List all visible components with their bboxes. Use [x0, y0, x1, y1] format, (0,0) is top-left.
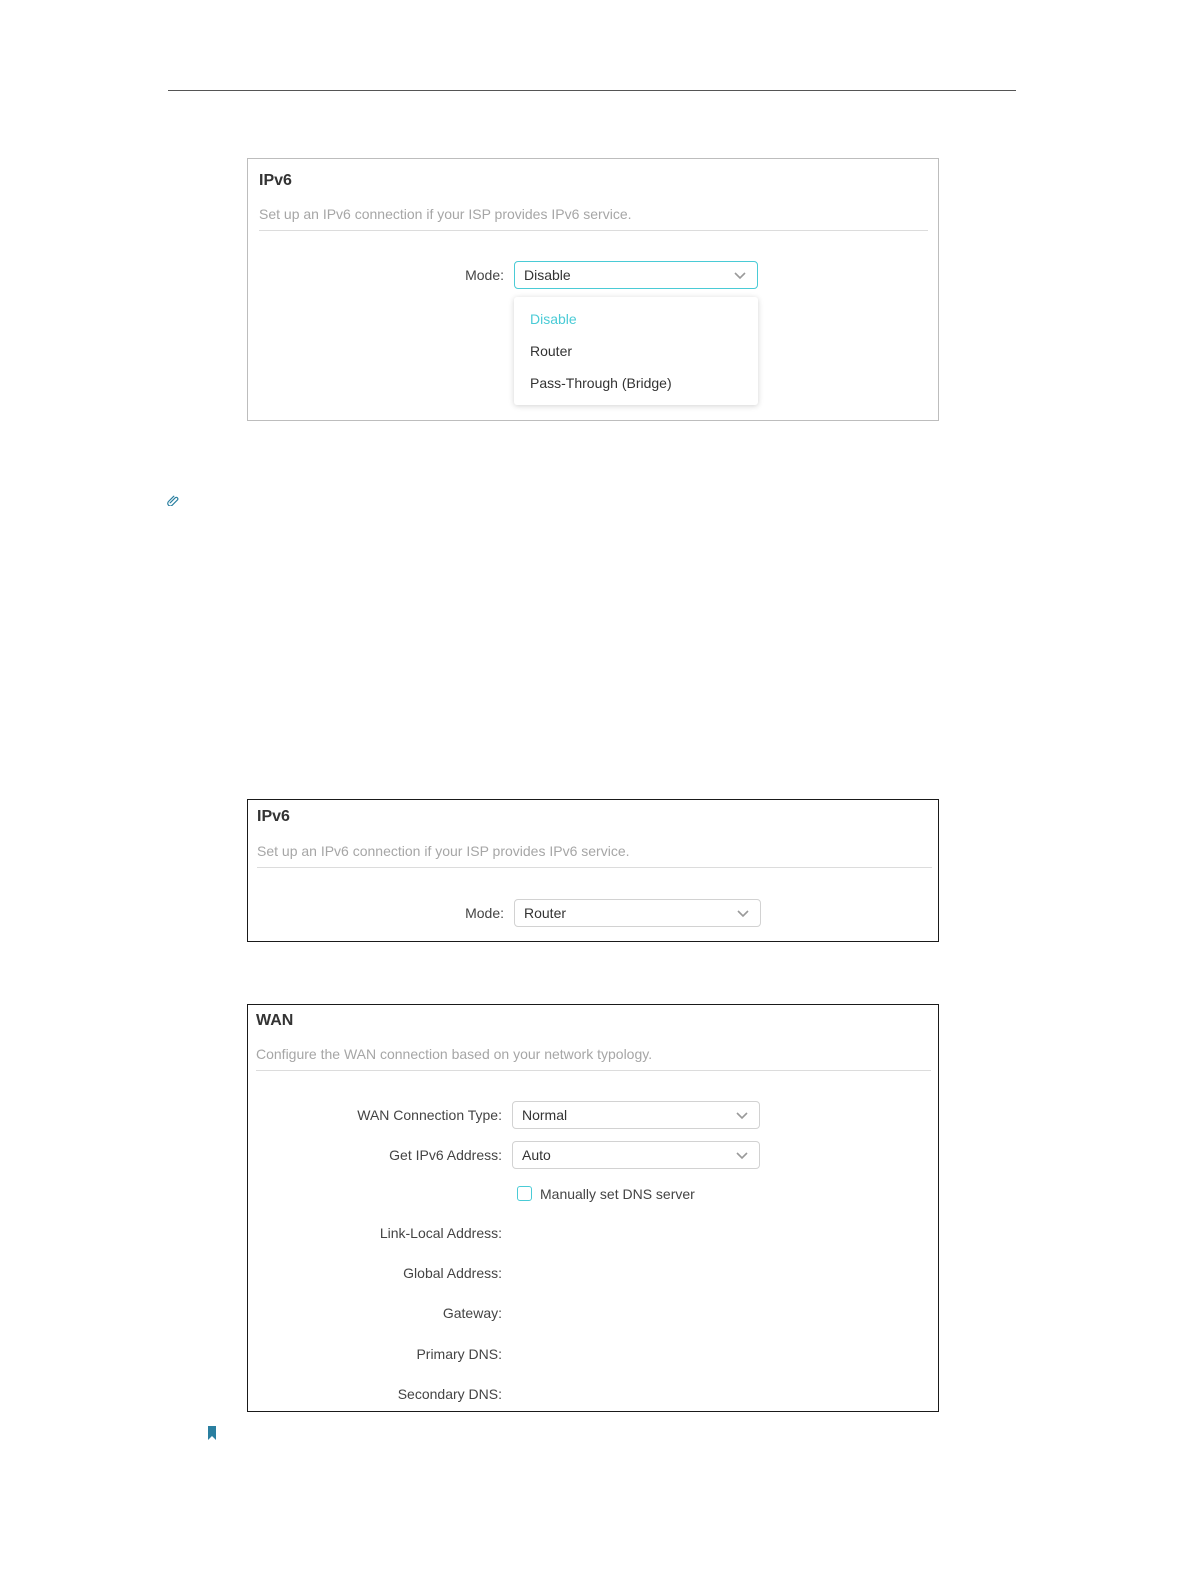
- panel-title: WAN: [256, 1012, 294, 1029]
- panel-title: IPv6: [259, 172, 292, 189]
- panel-divider: [257, 867, 932, 868]
- get-ipv6-address-select[interactable]: [512, 1141, 760, 1169]
- chevron-down-icon: [735, 1148, 749, 1162]
- bookmark-icon: [207, 1425, 217, 1441]
- link-local-address-label: Link-Local Address:: [379, 1225, 502, 1241]
- chevron-down-icon: [735, 1108, 749, 1122]
- mode-select[interactable]: [514, 261, 758, 289]
- mode-option-disable[interactable]: Disable: [530, 311, 577, 327]
- header-rule: [168, 90, 1016, 91]
- panel-title: IPv6: [257, 808, 290, 825]
- paperclip-icon: [167, 494, 179, 506]
- chevron-down-icon: [733, 268, 747, 282]
- mode-select-value: Disable: [524, 267, 571, 283]
- get-ipv6-address-value: Auto: [522, 1147, 551, 1163]
- ipv6-panel-dropdown-open: [247, 158, 939, 421]
- mode-select-value: Router: [524, 905, 567, 921]
- manual-dns-checkbox[interactable]: [517, 1186, 532, 1201]
- panel-description: Configure the WAN connection based on your network typology.: [256, 1046, 653, 1062]
- mode-dropdown-menu: [514, 297, 758, 405]
- wan-connection-type-select[interactable]: [512, 1101, 760, 1129]
- wan-panel: [247, 1004, 939, 1412]
- panel-divider: [259, 230, 928, 231]
- ipv6-panel-router: [247, 799, 939, 942]
- panel-description: Set up an IPv6 connection if your ISP provides IPv6 service.: [259, 206, 632, 222]
- mode-option-pass-through[interactable]: Pass-Through (Bridge): [530, 375, 672, 391]
- global-address-label: Global Address:: [403, 1265, 502, 1281]
- wan-connection-type-value: Normal: [522, 1107, 568, 1123]
- panel-description: Set up an IPv6 connection if your ISP provides IPv6 service.: [257, 843, 630, 859]
- panel-divider: [256, 1070, 931, 1071]
- mode-label: Mode:: [465, 905, 504, 921]
- primary-dns-label: Primary DNS:: [416, 1346, 502, 1362]
- get-ipv6-address-label: Get IPv6 Address:: [389, 1147, 502, 1163]
- gateway-label: Gateway:: [442, 1305, 502, 1321]
- chevron-down-icon: [736, 906, 750, 920]
- wan-connection-type-label: WAN Connection Type:: [357, 1107, 502, 1123]
- secondary-dns-label: Secondary DNS:: [397, 1386, 502, 1402]
- manual-dns-checkbox-label[interactable]: Manually set DNS server: [540, 1186, 695, 1202]
- mode-select[interactable]: [514, 899, 761, 927]
- mode-label: Mode:: [465, 267, 504, 283]
- mode-option-router[interactable]: Router: [530, 343, 573, 359]
